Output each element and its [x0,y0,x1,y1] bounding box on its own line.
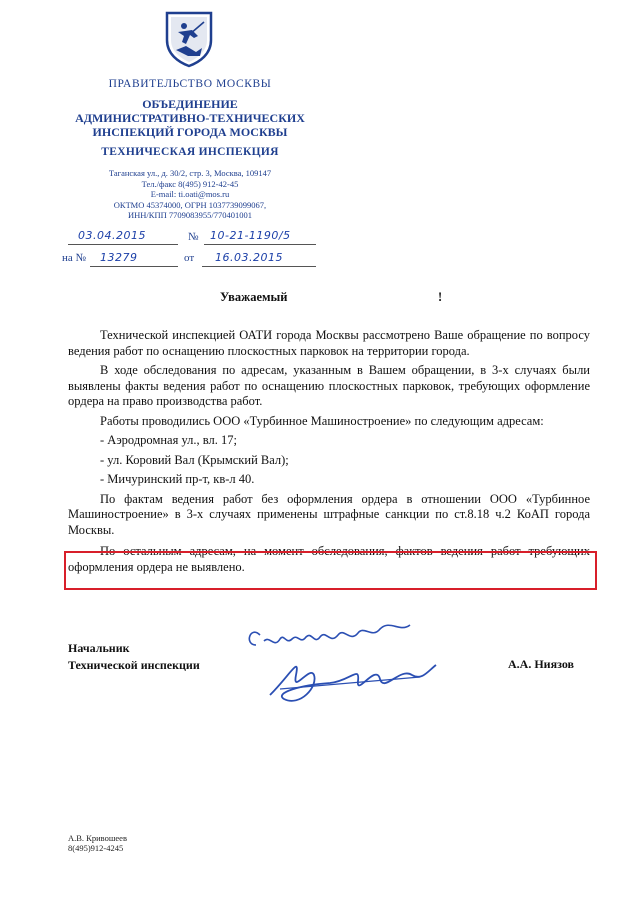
executor-name: А.В. Кривошеев [68,833,127,843]
paragraph-3: Работы проводились ООО «Турбинное Машиностроение» по следующим адресам: [100,413,544,428]
email: E-mail: ti.oati@mos.ru [150,189,230,200]
list-item: - ул. Коровий Вал (Крымский Вал); [100,452,289,467]
government-title: ПРАВИТЕЛЬСТВО МОСКВЫ [108,78,272,90]
contact-block [40,168,340,221]
handwritten-signature [240,615,450,725]
organization-line-2: АДМИНИСТРАТИВНО-ТЕХНИЧЕСКИХ [75,111,305,125]
inn-kpp: ИНН/КПП 7709083955/770401001 [128,210,252,221]
greeting-end: ! [438,290,443,304]
address-list [68,433,590,488]
from-date: 16.03.2015 [215,251,283,264]
signatory-title-line-1: Начальник [68,641,130,655]
number-label: № [188,231,199,243]
list-item: - Аэродромная ул., вл. 17; [100,433,237,447]
doc-number: 10-21-1190/5 [210,229,291,242]
doc-date: 03.04.2015 [78,229,146,242]
greeting: Уважаемый [220,290,288,304]
executor-block [68,833,127,853]
okpo-ogrn: ОКТМО 45374000, ОГРН 1037739099067, [113,199,267,210]
organization-line-3: ИНСПЕКЦИЙ ГОРОДА МОСКВЫ [92,125,288,139]
letter-body [68,328,590,575]
moscow-coat-of-arms-icon [164,10,214,68]
paragraph-5: По остальным адресам, на момент обследования, фактов ведения работ требующих оформления ордера не выявлено. [68,544,590,574]
reply-number: 13279 [100,251,138,264]
inspection-title: ТЕХНИЧЕСКАЯ ИНСПЕКЦИЯ [101,146,279,158]
organization-name [40,97,340,139]
from-label: от [184,252,195,264]
list-item: - Мичуринский пр-т, кв-л 40. [100,472,255,486]
paragraph-1: Технической инспекцией ОАТИ города Москвы рассмотрено Ваше обращение по вопросу ведения работ по оснащению плоскостных парковок на территории города. [68,328,590,358]
executor-phone: 8(495)912-4245 [68,843,124,853]
address: Таганская ул., д. 30/2, стр. 3, Москва, 109147 [108,168,272,178]
signatory-title-line-2: Технической инспекции [68,658,200,672]
phone: Тел./факс 8(495) 912-42-45 [141,178,239,189]
signatory-name: А.А. Ниязов [508,657,575,671]
reply-to-label: на № [62,252,87,264]
paragraph-2: В ходе обследования по адресам, указанным в Вашем обращении, в 3-х случаях были выявлены факты ведения работ по оснащению плоскостных парковок, требующих оформление ордера на право производства работ. [68,363,590,408]
signatory-title [68,640,200,674]
paragraph-4: По фактам ведения работ без оформления ордера в отношении ООО «Турбинное Машиностроение» в 3-х случаях применены штрафные санкции по ст.8.18 ч.2 КоАП города Москвы. [68,491,590,537]
highlight-box [64,551,597,590]
organization-line-1: ОБЪЕДИНЕНИЕ [142,97,238,111]
